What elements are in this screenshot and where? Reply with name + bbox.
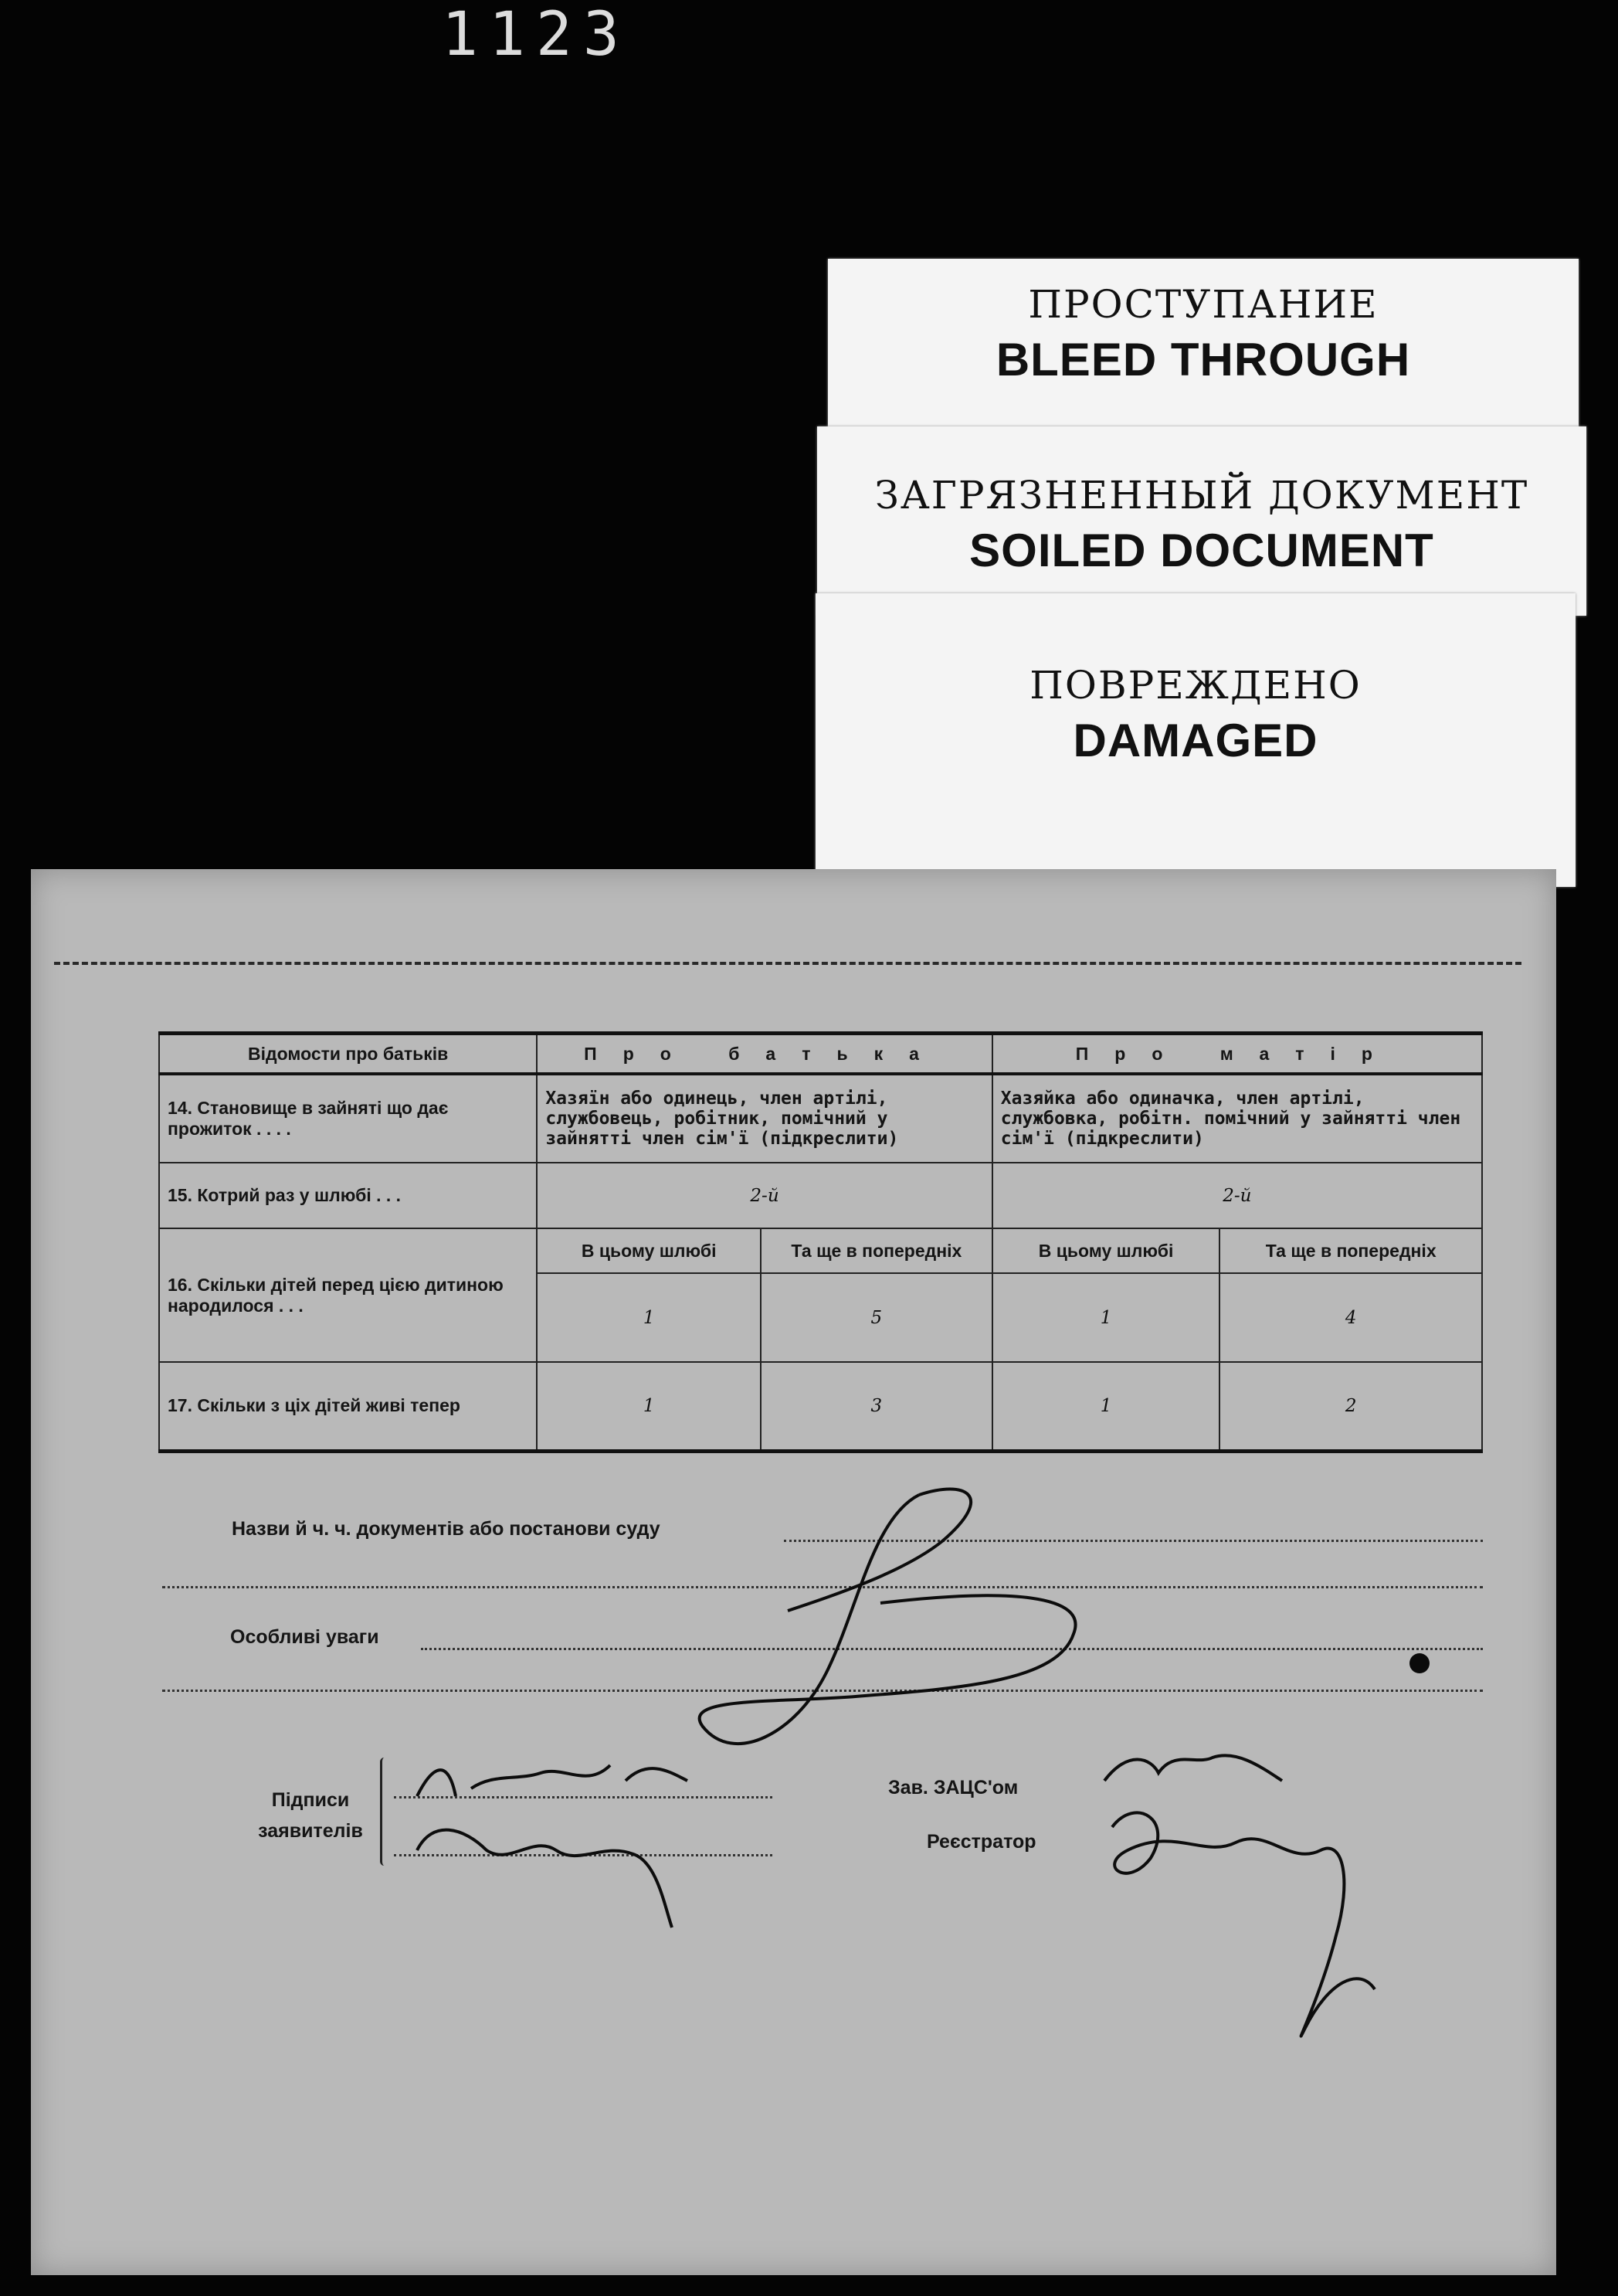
header-father: Про батька [537,1034,992,1075]
official-signatures [1081,1734,1483,2105]
mother-previous-header: Та ще в попередніх [1219,1228,1482,1273]
row15-mother: 2-й [992,1163,1482,1228]
punch-hole [1409,1653,1430,1673]
table-header-row [159,1034,1482,1075]
row17-mother-this: 1 [992,1362,1220,1451]
row16-father-this: 1 [537,1273,761,1362]
row15-label: 15. Котрий раз у шлюбі . . . [159,1163,537,1228]
notice-ru: ПОВРЕЖДЕНО [1029,663,1362,708]
header-parents-info: Відомости про батьків [159,1034,537,1075]
row14-label: 14. Становище в зайняті що дає прожиток . . . . [159,1074,537,1163]
notice-en: BLEED THROUGH [996,334,1411,385]
father-this-marriage-header: В цьому шлюбі [537,1228,761,1273]
mother-this-marriage-header: В цьому шлюбі [992,1228,1220,1273]
perforation-line [54,962,1521,965]
row17-father-prev: 3 [761,1362,992,1451]
row-15 [159,1163,1482,1228]
head-registry-label: Зав. ЗАЦС'ом [888,1777,1019,1798]
soiled-document-notice [817,426,1586,616]
row15-father: 2-й [537,1163,992,1228]
documents-label: Назви й ч. ч. документів або постанови суду [232,1518,660,1540]
father-previous-header: Та ще в попередніх [761,1228,992,1273]
applicant-signatures [402,1750,803,1935]
remarks-label: Особливі уваги [230,1626,379,1648]
row17-father-this: 1 [537,1362,761,1451]
signatures-label [241,1785,380,1846]
damaged-notice [816,593,1576,887]
parents-info-table [158,1031,1483,1453]
notice-ru: ПРОСТУПАНИЕ [1028,282,1379,327]
frame-number: 1123 [442,0,630,70]
header-mother: Про матір [992,1034,1482,1075]
signature-brace [380,1758,388,1866]
notice-ru: ЗАГРЯЗНЕННЫЙ ДОКУМЕНТ [874,473,1529,518]
row14-mother: Хазяйка або одиначка, член артілі, службовка, робітн. помічний у зайнятті член сім'ї (підкреслити) [992,1074,1482,1163]
notice-en: DAMAGED [1073,715,1318,766]
children-subheader-row [159,1228,1482,1273]
row16-father-prev: 5 [761,1273,992,1362]
row14-father: Хазяїн або одинець, член артілі, службовець, робітник, помічний у зайнятті член сім'ї (підкреслити) [537,1074,992,1163]
row-14 [159,1074,1482,1163]
row-17 [159,1362,1482,1451]
birth-record-sheet [31,869,1556,2275]
row16-mother-prev: 4 [1219,1273,1482,1362]
row17-mother-prev: 2 [1219,1362,1482,1451]
row16-mother-this: 1 [992,1273,1220,1362]
signatures-label-text: Підписи заявителів [258,1789,363,1842]
registrar-label: Реєстратор [927,1831,1036,1853]
row17-label: 17. Скільки з ціх дітей живі тепер [159,1362,537,1451]
bleed-through-notice [828,259,1579,448]
notice-en: SOILED DOCUMENT [969,525,1434,576]
row16-label: 16. Скільки дітей перед цією дитиною народилося . . . [159,1228,537,1362]
